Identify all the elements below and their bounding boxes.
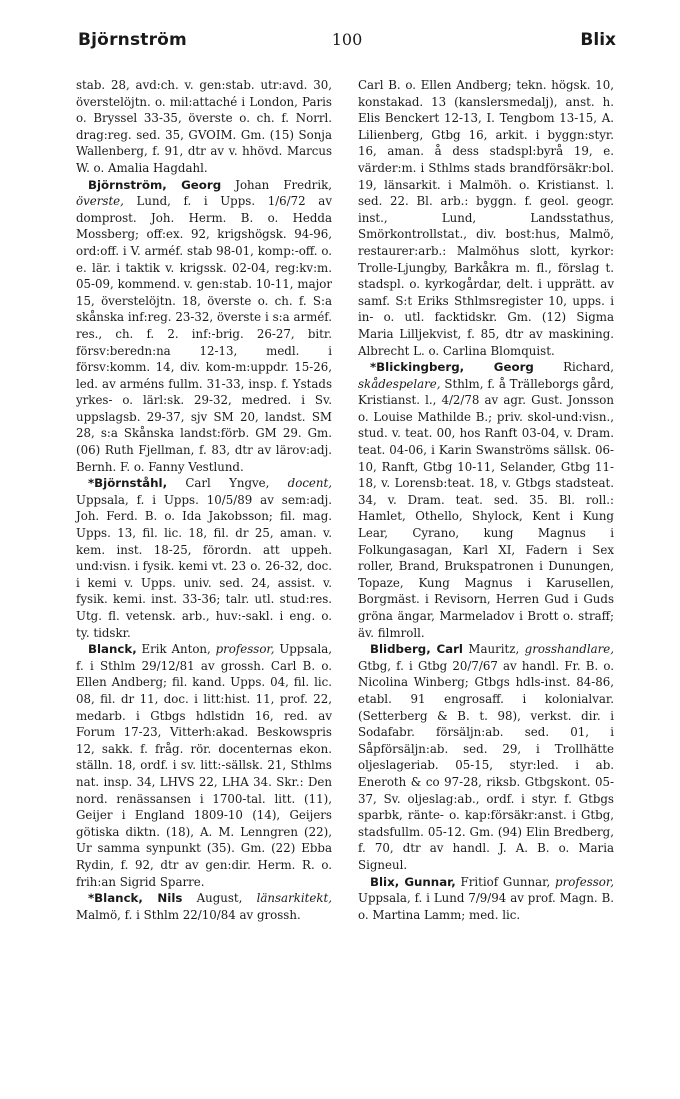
entry-continuation bbox=[358, 77, 614, 359]
occupation-title: skådespelare, bbox=[358, 376, 441, 391]
entry-name: *Blanck, Nils bbox=[88, 891, 183, 906]
header-last-entry: Blix bbox=[580, 30, 616, 50]
entry-text: stab. 28, avd:ch. v. gen:stab. utr:avd. 30, överstelöjtn. o. mil:attaché i London, Paris o. Bryssel 33-35, överste o. ch. f. Norrl. drag:reg. sed. 35, GVOIM. Gm. (15) Sonja Wallenberg, f. 91, dtr av v. hhövd. Marcus W. o. Amalia Hagdahl. bbox=[76, 78, 332, 175]
entry-bjornstrom-georg bbox=[76, 177, 332, 476]
entry-text: Johan Fredrik, överste, Lund, f. i Upps. 1/6/72 av domprost. Joh. Herm. B. o. Hedda Mossberg; off:ex. 92, krigshögsk. 94-96, ord:off. i V. arméf. stab 98-01, komp:-off. o. e. lär. i taktik v. krigssk. 02-04, reg:kv:m. 05-09, kommend. v. gen:stab. 10-11, major 15, överstelöjtn. 18, överste o. ch. f. S:a skånska inf:reg. 23-32, överste i s:a arméf. res., ch. f. 2. inf:-brig. 26-27, bitr. försv:beredn:na 12-13, medl. i försv:komm. 14, div. kom-m:uppdr. 15-26, led. av arméns fullm. 31-33, insp. f. Ystads yrkes- o. lärl:sk. 29-32, medred. i Sv. uppslagsb. 29-37, sjv SM 20, landst. SM 28, s:a Skånska landst:förb. GM 29. Gm. (06) Ruth Fjellman, f. 83, dtr av lärov:adj. Bernh. F. o. Fanny Vestlund. bbox=[76, 177, 332, 474]
entry-blanck-nils bbox=[76, 890, 332, 923]
occupation-title: grosshandlare, bbox=[524, 642, 614, 657]
entry-text: Carl Yngve, docent, Uppsala, f. i Upps. 10/5/89 av sem:adj. Joh. Ferd. B. o. Ida Jakobsson; fil. mag. Upps. 13, fil. lic. 18, fil. dr 25, aman. v. kem. inst. 18-25, förordn. att uppeh. und:visn. i fysik. kemi vt. 23 o. 26-32, doc. i kemi v. Upps. univ. sed. 24, assist. v. fysik. kemi. inst. 33-36; talr. utl. stud:res. Utg. fl. vetensk. arb., huv:-sakl. i eng. o. ty. tidskr. bbox=[76, 476, 333, 640]
entry-text: Erik Anton, professor, Uppsala, f. i Sthlm 29/12/81 av grossh. Carl B. o. Ellen Andberg; fil. kand. Upps. 04, fil. lic. 08, fil. dr 11, doc. i litt:hist. 11, prof. 22, medarb. i Gtbgs hdlstidn 16, red. av Forum 17-23, Vitterh:akad. Beskowspris 12, sakk. f. fråg. rör. docenternas ekon. ställn. 18, ordf. i sv. litt:-sällsk. 21, Sthlms nat. insp. 34, LHVS 22, LHA 34. Skr.: Den nord. renässansen i 1700-tal. litt. (11), Geijer i England 1809-10 (14), Geijers götiska diktn. (18), A. M. Lenngren (22), Ur samma synpunkt (35). Gm. (22) Ebba Rydin, f. 92, dtr av gen:dir. Herm. R. o. frih:an Sigrid Sparre. bbox=[76, 642, 333, 889]
occupation-title: professor, bbox=[555, 874, 614, 889]
entry-name: *Blickingberg, Georg bbox=[370, 360, 534, 375]
occupation-title: docent, bbox=[287, 476, 333, 491]
entry-blanck-erik bbox=[76, 641, 332, 890]
entry-blidberg-carl bbox=[358, 641, 614, 873]
entry-text: Mauritz, grosshandlare, Gtbg, f. i Gtbg 20/7/67 av handl. Fr. B. o. Nicolina Winberg; Gtbgs hdls-inst. 84-86, etabl. 91 engrosaff. i kolonialvar. (Setterberg & B. t. 98), verkst. dir. i Sodafabr. försäljn:ab. sed. 01, i Såpförsäljn:ab. sed. 29, i Trollhätte oljeslageriab. 05-15, styr:led. i ab. Eneroth & co 97-28, riksb. Gtbgskont. 05-37, Sv. oljeslag:ab., ordf. i styr. f. Gtbgs sparbk, ränte- o. kap:försäkr:anst. i Gtbg, stadsfullm. 05-12. Gm. (94) Elin Bredberg, f. 70, dtr av handl. J. A. B. o. Maria Signeul. bbox=[358, 642, 614, 872]
entry-text: Fritiof Gunnar, professor, Uppsala, f. i Lund 7/9/94 av prof. Magn. B. o. Martina Lamm; med. lic. bbox=[358, 874, 614, 922]
running-header bbox=[78, 30, 616, 56]
entry-name: *Björnståhl, bbox=[88, 476, 168, 491]
entry-blix-gunnar bbox=[358, 874, 614, 924]
entry-text: Carl B. o. Ellen Andberg; tekn. högsk. 10, konstakad. 13 (kanslersmedalj), anst. h. Elis Benckert 12-13, I. Tengbom 13-15, A. Lilienberg, Gtbg 16, arkit. i byggn:styr. 16, aman. å dess stadspl:byrå 19, e. värder:m. i Sthlms stads brandförsäkr:bol. 19, länsarkit. i Malmöh. o. Kristianst. l. sed. 22. Bl. arb.: byggn. f. geol. geogr. inst., Lund, Landsstathus, Smörkontrollstat., div. bost:hus, Malmö, restaurer:arb.: Malmöhus slott, kyrkor: Trolle-Ljungby, Barkåkra m. fl., förslag t. stadspl. o. kyrkogårdar, delt. i upprätt. av samf. S:t Eriks Sthlmsregister 10, upps. i in- o. utl. facktidskr. Gm. (12) Sigma Maria Lilljekvist, f. 85, dtr av maskining. Albrecht L. o. Carlina Blomquist. bbox=[358, 78, 614, 358]
entry-continuation bbox=[76, 77, 332, 177]
left-column bbox=[76, 77, 332, 923]
occupation-title: överste, bbox=[76, 194, 124, 209]
right-column bbox=[358, 77, 614, 923]
entry-text: August, länsarkitekt, Malmö, f. i Sthlm 22/10/84 av grossh. bbox=[76, 891, 333, 922]
entry-name: Blidberg, Carl bbox=[370, 642, 463, 657]
occupation-title: professor, bbox=[215, 642, 275, 657]
entry-text: Richard, skådespelare, Sthlm, f. å Trälleborgs gård, Kristianst. l., 4/2/78 av agr. Gust. Jonsson o. Louise Mathilde B.; priv. skol-und:visn., stud. v. teat. 00, hos Ranft 03-04, v. Dram. teat. 04-06, i Karin Swanströms sällsk. 06-10, Ranft, Gtbg 10-11, Selander, Gtbg 11-18, v. Lorensb:teat. 18, v. Gtbgs stadsteat. 34, v. Dram. teat. sed. 35. Bl. roll.: Hamlet, Othello, Shylock, Kent i Kung Lear, Cyrano, kung Magnus i Folkungasagan, Karl XI, Fadern i Sex roller, Brand, Brukspatronen i Dunungen, Topaze, Kung Magnus i Karusellen, Borgmäst. i Revisorn, Herren Gud i Guds gröna ängar, Marmeladov i Brott o. straff; äv. filmroll. bbox=[358, 360, 614, 640]
entry-bjornstahl-carl bbox=[76, 475, 332, 641]
entry-blickingberg-georg bbox=[358, 359, 614, 641]
entry-name: Blix, Gunnar, bbox=[370, 874, 456, 889]
entry-name: Björnström, Georg bbox=[88, 177, 222, 192]
entry-name: Blanck, bbox=[88, 642, 137, 657]
occupation-title: länsarkitekt, bbox=[256, 891, 333, 906]
page-number: 100 bbox=[331, 30, 363, 49]
header-first-entry: Björnström bbox=[78, 30, 187, 50]
